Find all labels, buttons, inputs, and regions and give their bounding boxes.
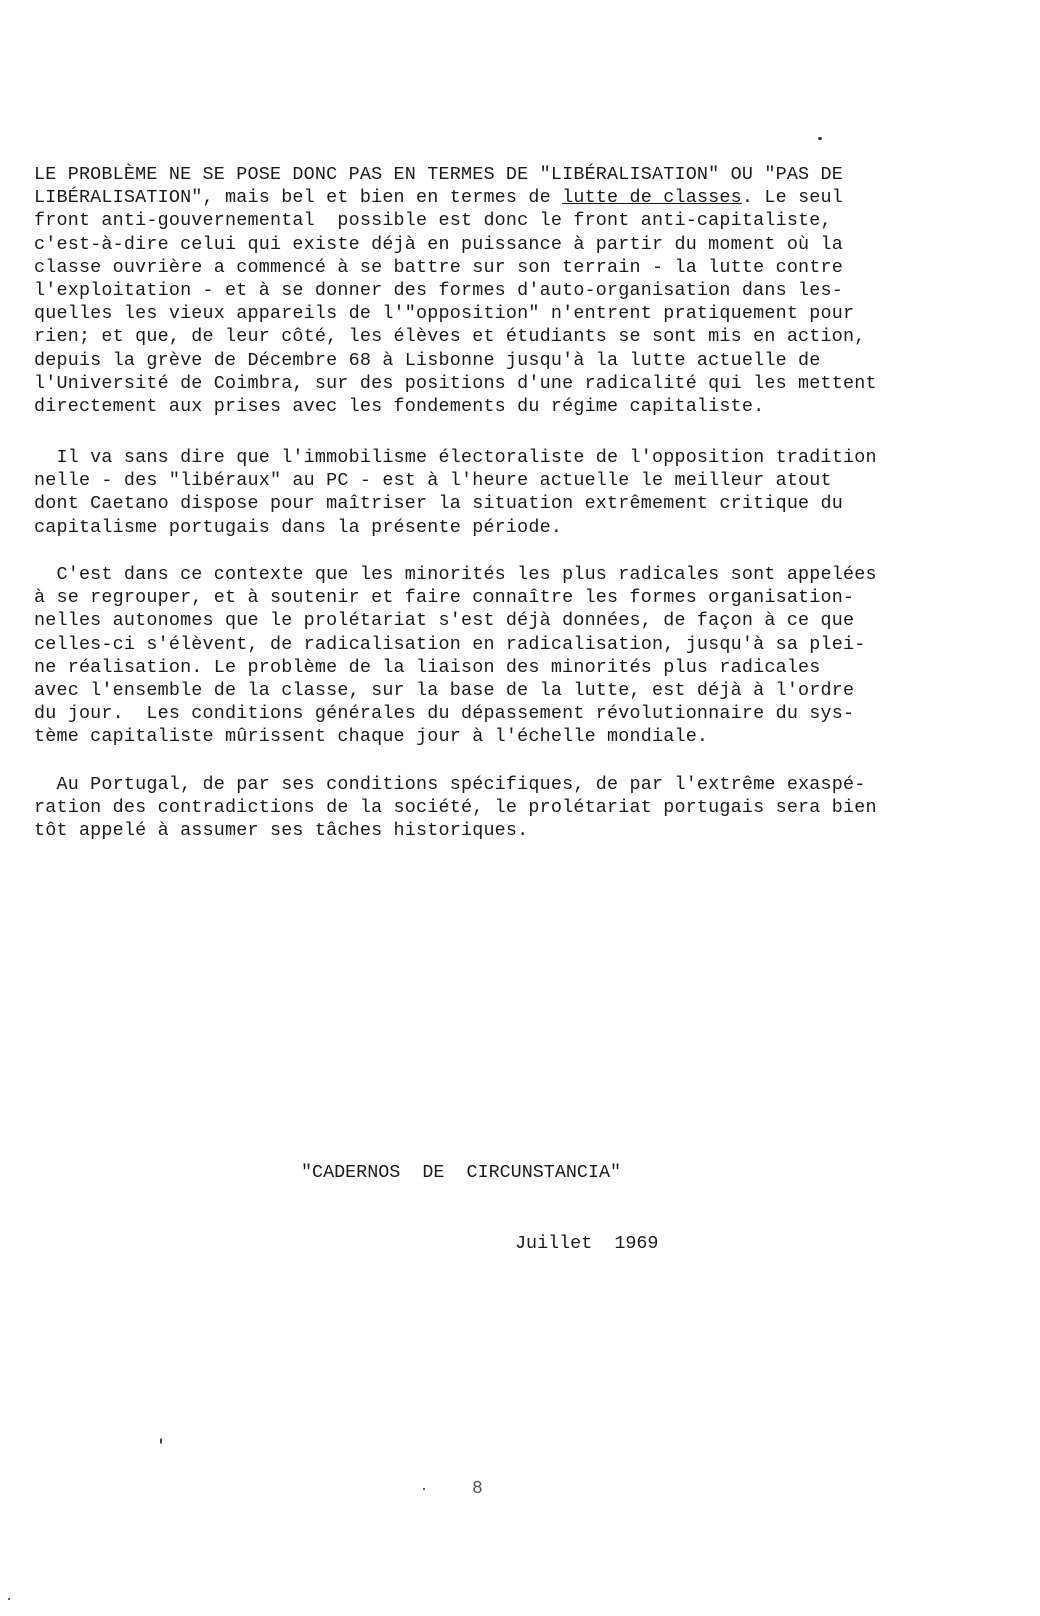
text-line: depuis la grève de Décembre 68 à Lisbonne jusqu'à la lutte actuelle de (34, 349, 821, 371)
text-line: avec l'ensemble de la classe, sur la base de la lutte, est déjà à l'ordre (34, 679, 855, 701)
text-line: l'exploitation - et à se donner des formes d'auto-organisation dans les- (34, 279, 844, 301)
page-number: 8 (472, 1479, 483, 1499)
text-line: quelles les vieux appareils de l'"opposition" n'entrent pratiquement pour (34, 303, 855, 325)
text-line: ration des contradictions de la société, le prolétariat portugais sera bien (34, 797, 877, 819)
text-line: classe ouvrière a commencé à se battre sur son terrain - la lutte contre (34, 256, 844, 278)
text-line: du jour. Les conditions générales du dépassement révolutionnaire du sys- (34, 703, 855, 725)
underlined-phrase: lutte de classes (562, 187, 742, 209)
text-line: rien; et que, de leur côté, les élèves et étudiants se sont mis en action, (34, 326, 866, 348)
scan-speck (160, 1438, 162, 1444)
paragraph-1 (34, 163, 994, 418)
text-segment: LIBÉRALISATION", mais bel et bien en termes de (34, 187, 563, 209)
text-line: LE PROBLÈME NE SE POSE DONC PAS EN TERMES DE "LIBÉRALISATION" OU "PAS DE (34, 164, 844, 185)
text-line: celles-ci s'élèvent, de radicalisation en radicalisation, jusqu'à sa plei- (34, 633, 866, 655)
text-line: capitalisme portugais dans la présente période. (34, 516, 563, 538)
scan-speck (818, 137, 822, 140)
text-segment: . Le seul (741, 187, 844, 209)
text-line: dont Caetano dispose pour maîtriser la situation extrêmement critique du (34, 493, 844, 515)
paragraph-4 (34, 773, 994, 843)
text-line: nelle - des "libéraux" au PC - est à l'heure actuelle le meilleur atout (34, 470, 832, 492)
text-line: à se regrouper, et à soutenir et faire connaître les formes organisation- (34, 587, 855, 609)
signature: "CADERNOS DE CIRCUNSTANCIA" (301, 1162, 622, 1183)
scan-speck (423, 1488, 425, 1490)
text-line (34, 186, 994, 209)
text-line: Il va sans dire que l'immobilisme électoraliste de l'opposition tradition (34, 447, 877, 468)
text-line: ne réalisation. Le problème de la liaison des minorités plus radicales (34, 656, 821, 678)
text-line: C'est dans ce contexte que les minorités les plus radicales sont appelées (34, 564, 877, 585)
text-line: c'est-à-dire celui qui existe déjà en puissance à partir du moment où la (34, 233, 844, 255)
text-line: l'Université de Coimbra, sur des positions d'une radicalité qui les mettent (34, 372, 877, 394)
text-line: directement aux prises avec les fondements du régime capitaliste. (34, 395, 765, 417)
paragraph-3 (34, 563, 994, 749)
text-line: nelles autonomes que le prolétariat s'est déjà données, de façon à ce que (34, 610, 855, 632)
paragraph-2 (34, 446, 994, 539)
text-line: tème capitaliste mûrissent chaque jour à l'échelle mondiale. (34, 726, 709, 748)
scan-speck (8, 1598, 10, 1600)
text-line: Au Portugal, de par ses conditions spécifiques, de par l'extrême exaspé- (34, 774, 866, 795)
date: Juillet 1969 (515, 1233, 659, 1254)
text-line: front anti-gouvernemental possible est donc le front anti-capitaliste, (34, 210, 832, 232)
text-line: tôt appelé à assumer ses tâches historiques. (34, 820, 529, 842)
